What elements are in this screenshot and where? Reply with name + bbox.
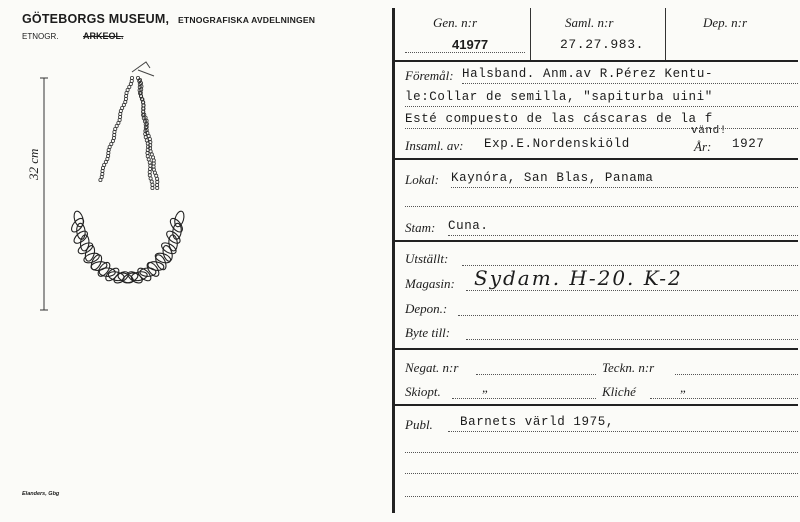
bead — [147, 158, 150, 161]
negat-nr-label: Negat. n:r — [405, 360, 459, 375]
bead — [148, 174, 151, 177]
foremal-line-3: Esté compuesto de las cáscaras de la f — [405, 112, 713, 126]
dotted-line — [451, 187, 798, 188]
saml-nr-label: Saml. n:r — [565, 15, 614, 30]
dotted-line — [466, 339, 798, 340]
foremal-label: Föremål: — [405, 68, 454, 83]
depon-label: Depon.: — [405, 301, 448, 316]
dotted-line — [405, 496, 798, 497]
bead — [144, 136, 147, 139]
magasin-label: Magasin: — [405, 276, 455, 291]
gen-nr-label: Gen. n:r — [433, 15, 478, 30]
bead — [149, 177, 152, 180]
rule — [393, 158, 798, 160]
dotted-line — [405, 473, 798, 474]
kliche-label: Kliché — [602, 384, 636, 399]
etnogr-label: ETNOGR. — [22, 32, 59, 41]
ar-value: 1927 — [732, 137, 765, 151]
dotted-line — [405, 52, 525, 53]
bead — [146, 155, 149, 158]
teckn-nr-label: Teckn. n:r — [602, 360, 655, 375]
stam-label: Stam: — [405, 220, 436, 235]
dotted-line — [448, 431, 798, 432]
kliche-ditto: „ — [680, 380, 688, 395]
dotted-line — [462, 83, 798, 84]
bead — [146, 151, 149, 154]
magasin-value: Sydam. H-20. K-2 — [474, 266, 683, 290]
publ-value: Barnets värld 1975, — [460, 415, 614, 429]
foremal-line-2: le:Collar de semilla, "sapiturba uini" — [405, 90, 713, 104]
dotted-line — [466, 290, 798, 291]
bead — [149, 164, 152, 167]
bead — [146, 148, 149, 151]
seed-shell — [173, 210, 185, 228]
bead — [148, 167, 151, 170]
dotted-line — [452, 398, 596, 399]
dotted-line — [458, 315, 798, 316]
bead — [151, 186, 154, 189]
museum-name: GÖTEBORGS MUSEUM, — [22, 12, 170, 26]
cell-divider — [530, 8, 531, 60]
saml-nr-value: 27.27.983. — [560, 37, 645, 52]
rule — [393, 348, 798, 350]
bead — [148, 161, 151, 164]
gen-nr-value: 41977 — [452, 37, 489, 52]
dotted-line — [675, 374, 798, 375]
dotted-line — [405, 106, 798, 107]
bead — [148, 171, 151, 174]
ar-label: År: — [694, 139, 712, 154]
bead — [145, 139, 148, 142]
dotted-line — [405, 128, 798, 129]
rule — [393, 60, 798, 62]
stam-value: Cuna. — [448, 219, 489, 233]
lokal-value: Kaynóra, San Blas, Panama — [451, 171, 654, 185]
cell-divider — [665, 8, 666, 60]
dotted-line — [448, 235, 798, 236]
skiopt-ditto: „ — [482, 380, 490, 395]
dotted-line — [476, 374, 596, 375]
dotted-line — [405, 452, 798, 453]
vand-note: vänd! — [691, 125, 728, 137]
dep-nr-label: Dep. n:r — [703, 15, 748, 30]
bead — [151, 183, 154, 186]
rule — [393, 240, 798, 242]
bead — [150, 180, 153, 183]
scale-note: 32 cm — [26, 148, 41, 180]
bead — [99, 178, 102, 181]
insaml-label: Insaml. av: — [405, 138, 464, 153]
foremal-line-1: Halsband. Anm.av R.Pérez Kentu- — [462, 67, 714, 81]
skiopt-label: Skiopt. — [405, 384, 441, 399]
insaml-value: Exp.E.Nordenskiöld — [484, 137, 630, 151]
necklace-drawing — [28, 48, 248, 348]
utstallt-label: Utställt: — [405, 251, 449, 266]
card-left-border — [392, 8, 395, 513]
publ-label: Publ. — [405, 417, 433, 432]
necklace-seeds — [69, 210, 185, 285]
byte-till-label: Byte till: — [405, 325, 451, 340]
dotted-line — [650, 398, 798, 399]
dotted-line — [405, 206, 798, 207]
department-name: ETNOGRAFISKA AVDELNINGEN — [178, 15, 316, 25]
printer-mark: Elanders, Gbg — [22, 491, 60, 497]
necklace-cord — [99, 76, 159, 189]
lokal-label: Lokal: — [405, 172, 439, 187]
arkeol-label-struck: ARKEOL. — [83, 31, 124, 41]
rule — [393, 404, 798, 406]
